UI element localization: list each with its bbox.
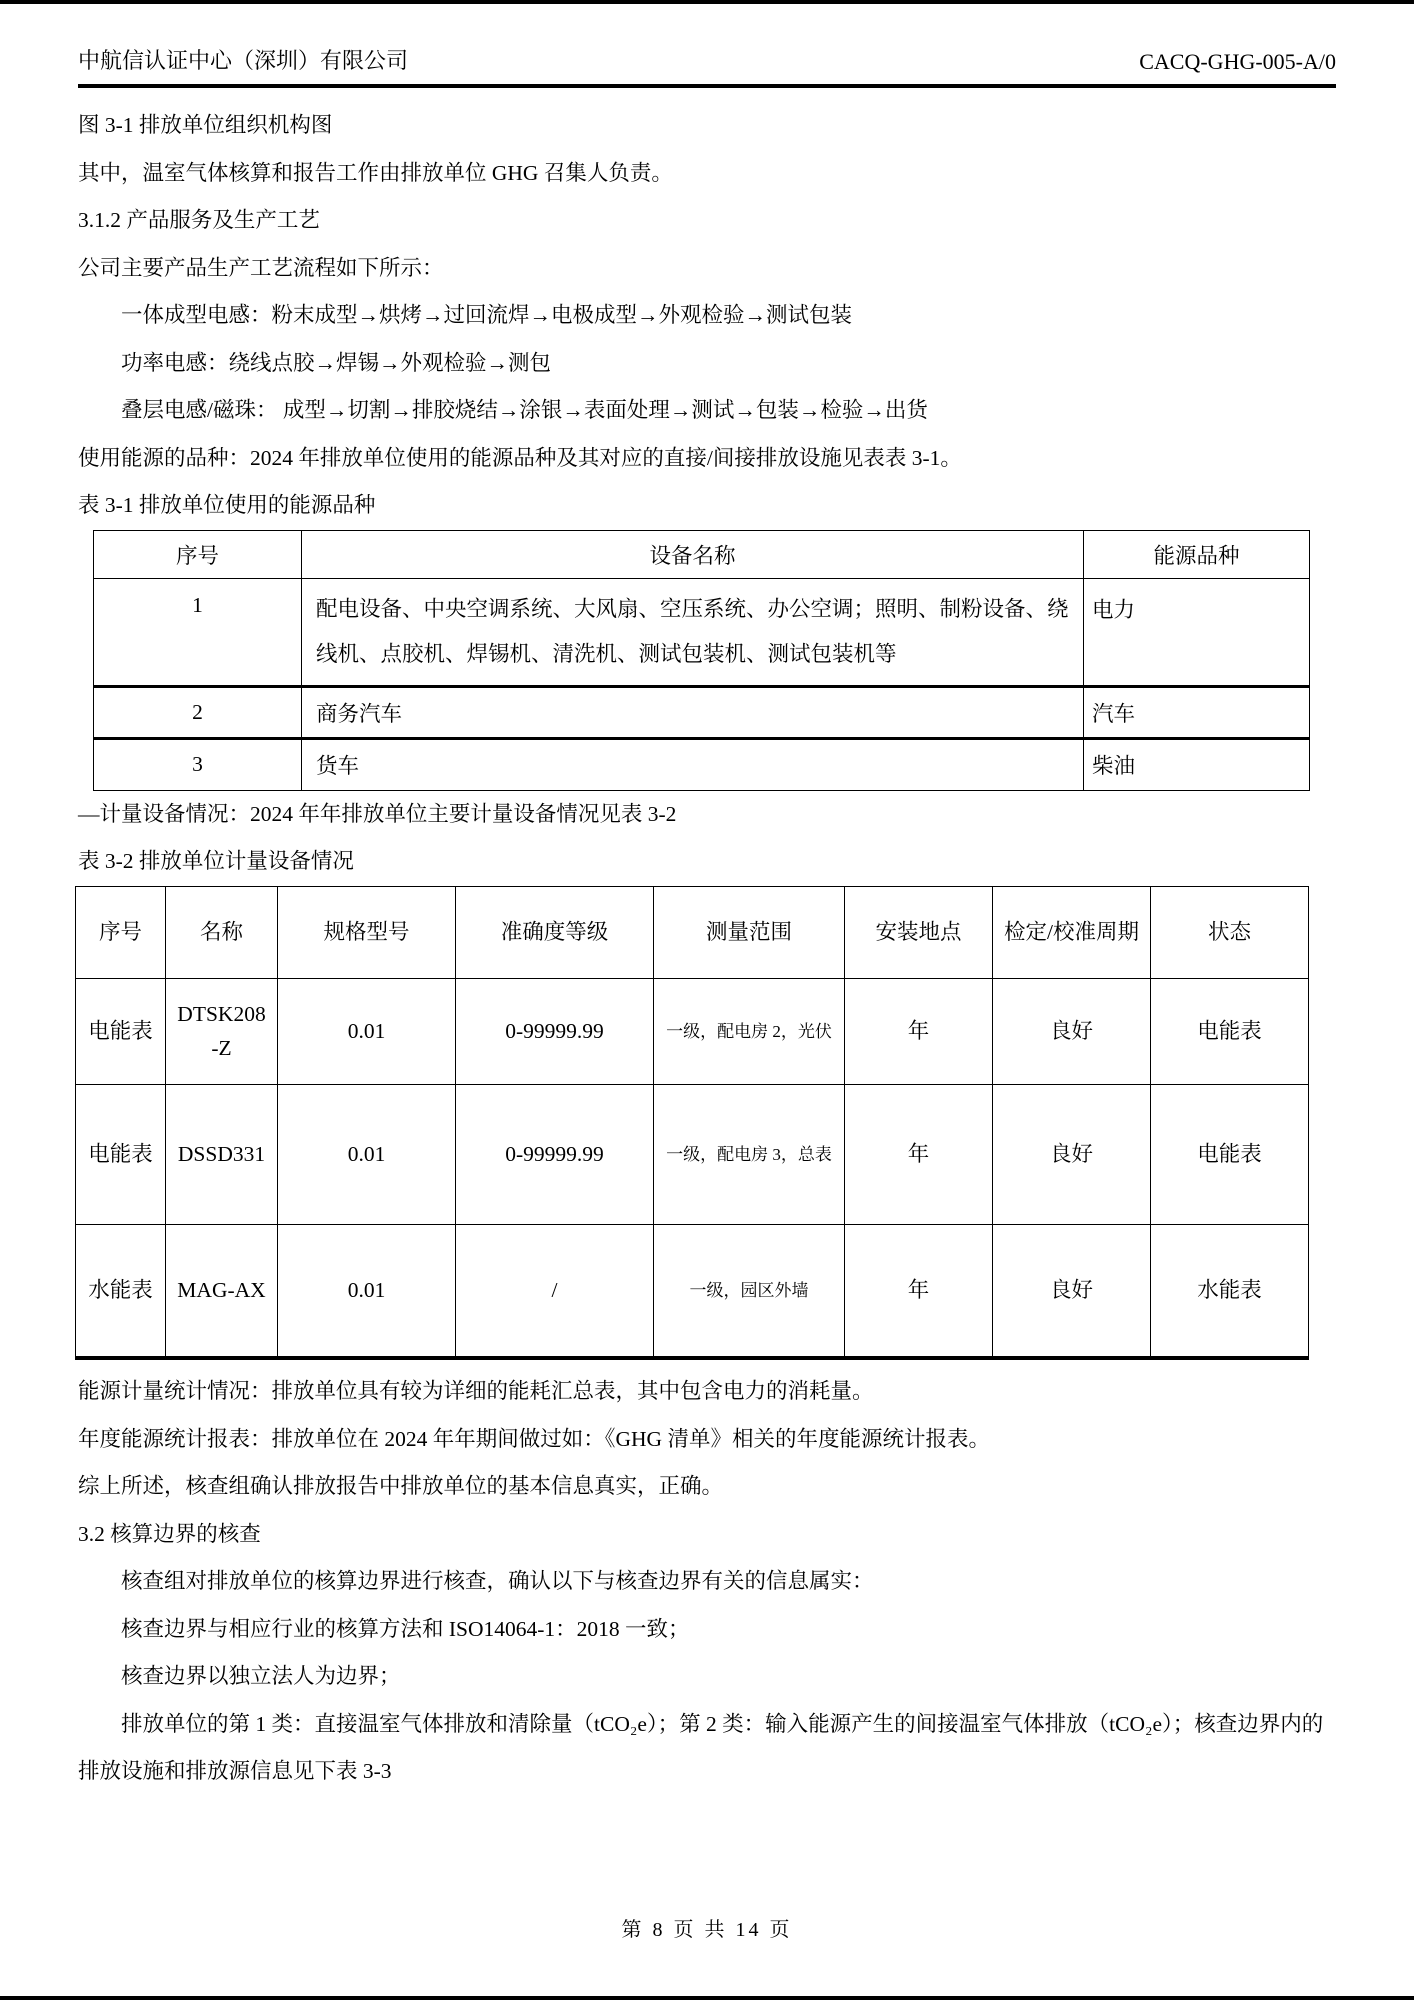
cell-energy: 柴油 [1084,738,1310,790]
cell-device: 配电设备、中央空调系统、大风扇、空压系统、办公空调；照明、制粉设备、绕线机、点胶机、焊锡机、清洗机、测试包装机、测试包装机等 [302,578,1084,686]
cell-model: 0.01 [278,1224,456,1358]
cell-seq: 水能表 [76,1224,166,1358]
cell-energy: 汽车 [1084,686,1310,738]
header-rule [78,84,1336,88]
scan-edge-bottom [0,1996,1414,2000]
company-name: 中航信认证中心（深圳）有限公司 [78,48,409,73]
table-row [76,1084,1309,1224]
cell-location: 年 [845,1084,993,1224]
cell-model: 0.01 [278,1084,456,1224]
spacer [78,1360,1336,1368]
cell-calibration: 良好 [993,978,1151,1084]
table-row [94,738,1310,790]
flow-line-multilayer: 叠层电感/磁珠： 成型→切割→排胶烧结→涂银→表面处理→测试→包装→检验→出货 [121,398,928,422]
col-header-location: 安装地点 [845,886,993,978]
energy-types-table [93,530,1310,791]
cell-device: 货车 [302,738,1084,790]
cell-name: DSSD331 [166,1084,278,1224]
paragraph-categories: 排放单位的第 1 类：直接温室气体排放和清除量（tCO₂e）；第 2 类：输入能源产生的间接温室气体排放（tCO₂e）；核查边界内的排放设施和排放源信息见下表 3-3 [78,1711,1324,1783]
section-heading-32: 3.2 核算边界的核查 [78,1521,261,1546]
paragraph-metering: —计量设备情况：2024 年年排放单位主要计量设备情况见表 3-2 [78,801,677,826]
cell-location: 年 [845,978,993,1084]
table-header-row [94,530,1310,578]
cell-accuracy: 0-99999.99 [456,1084,654,1224]
col-header-seq: 序号 [94,530,302,578]
paragraph-energy-types: 使用能源的品种：2024 年排放单位使用的能源品种及其对应的直接/间接排放设施见表表 3-1。 [78,445,962,470]
col-header-model: 规格型号 [278,886,456,978]
figure-caption: 图 3-1 排放单位组织机构图 [78,113,333,137]
table-row [76,1224,1309,1358]
paragraph-energy-stats: 能源计量统计情况：排放单位具有较为详细的能耗汇总表，其中包含电力的消耗量。 [78,1379,874,1403]
paragraph-boundary-check: 核查组对排放单位的核算边界进行核查，确认以下与核查边界有关的信息属实： [121,1569,874,1593]
cell-seq: 3 [94,738,302,790]
cell-seq: 2 [94,686,302,738]
cell-range: 一级，配电房 2，光伏 [654,978,845,1084]
cell-calibration: 良好 [993,1224,1151,1358]
doc-code: CACQ-GHG-005-A/0 [1139,49,1336,74]
scan-edge-top [0,0,1414,4]
cell-status: 水能表 [1151,1224,1309,1358]
paragraph-iso: 核查边界与相应行业的核算方法和 ISO14064-1：2018 一致； [121,1616,690,1641]
paragraph-legal-entity: 核查边界以独立法人为边界； [121,1664,401,1688]
cell-name: DTSK208-Z [166,978,278,1084]
col-header-seq: 序号 [76,886,166,978]
table1-caption: 表 3-1 排放单位使用的能源品种 [78,493,376,517]
metering-devices-table [75,886,1309,1361]
table2-caption: 表 3-2 排放单位计量设备情况 [78,849,354,873]
cell-calibration: 良好 [993,1084,1151,1224]
cell-accuracy: 0-99999.99 [456,978,654,1084]
cell-accuracy: / [456,1224,654,1358]
cell-location: 年 [845,1224,993,1358]
cell-model: 0.01 [278,978,456,1084]
table-row [94,578,1310,686]
cell-range: 一级，园区外墙 [654,1224,845,1358]
page-header [78,44,1336,75]
col-header-energy: 能源品种 [1084,530,1310,578]
flow-line-molded-inductor: 一体成型电感：粉末成型→烘烤→过回流焊→电极成型→外观检验→测试包装 [121,303,853,327]
paragraph-ghg-lead: 其中，温室气体核算和报告工作由排放单位 GHG 召集人负责。 [78,160,673,185]
cell-seq: 电能表 [76,978,166,1084]
paragraph-conclusion: 综上所述，核查组确认排放报告中排放单位的基本信息真实，正确。 [78,1474,724,1498]
cell-status: 电能表 [1151,978,1309,1084]
cell-device: 商务汽车 [302,686,1084,738]
flow-line-power-inductor: 功率电感：绕线点胶→焊锡→外观检验→测包 [121,350,552,375]
cell-energy: 电力 [1084,578,1310,686]
cell-seq: 1 [94,578,302,686]
table-row [76,978,1309,1084]
cell-seq: 电能表 [76,1084,166,1224]
col-header-device: 设备名称 [302,530,1084,578]
cell-name: MAG-AX [166,1224,278,1358]
table-header-row [76,886,1309,978]
table-row [94,686,1310,738]
paragraph-flow-intro: 公司主要产品生产工艺流程如下所示： [78,255,444,280]
col-header-calibration: 检定/校准周期 [993,886,1151,978]
col-header-range: 测量范围 [654,886,845,978]
section-heading-312: 3.1.2 产品服务及生产工艺 [78,208,320,232]
col-header-name: 名称 [166,886,278,978]
col-header-accuracy: 准确度等级 [456,886,654,978]
page-footer: 第 8 页 共 14 页 [621,1919,793,1941]
cell-status: 电能表 [1151,1084,1309,1224]
cell-range: 一级，配电房 3，总表 [654,1084,845,1224]
paragraph-annual-report: 年度能源统计报表：排放单位在 2024 年年期间做过如：《GHG 清单》相关的年度能源统计报表。 [78,1426,990,1451]
col-header-status: 状态 [1151,886,1309,978]
